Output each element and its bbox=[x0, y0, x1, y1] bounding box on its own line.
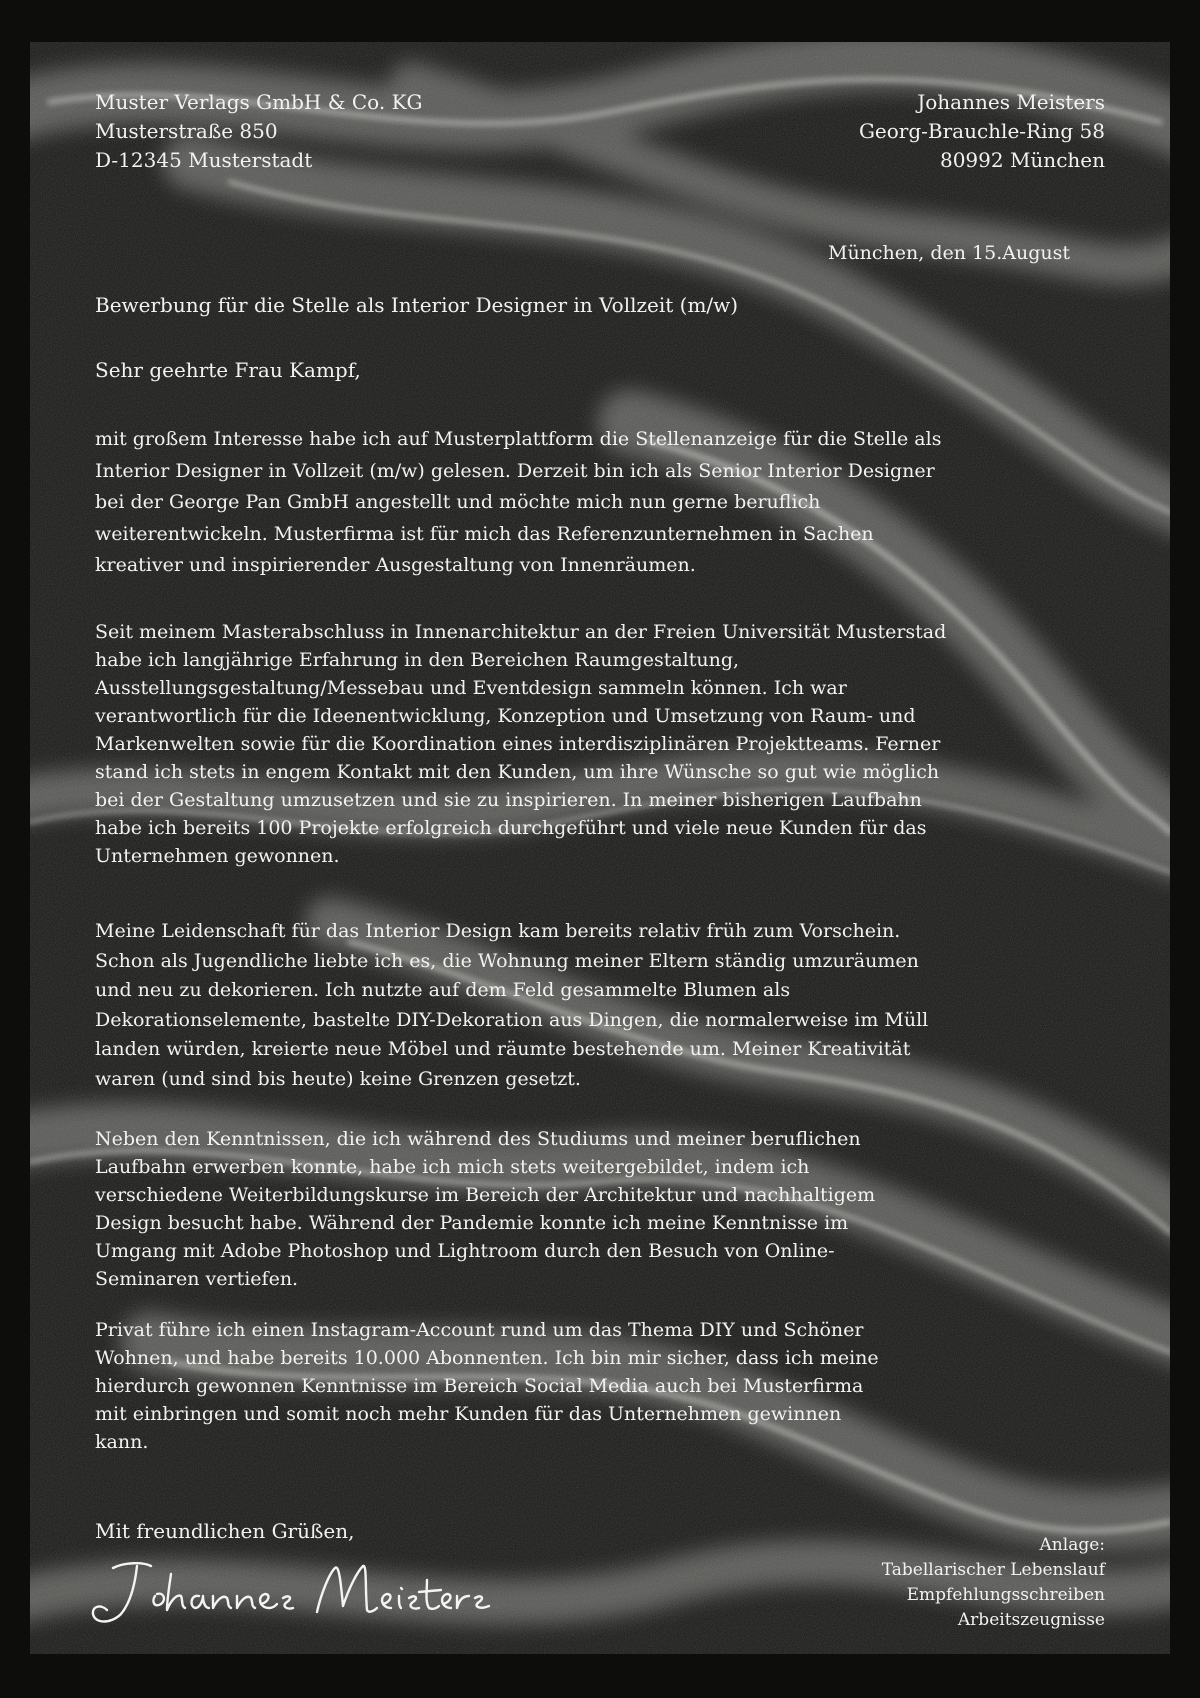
recipient-name: Johannes Meisters bbox=[917, 90, 1105, 114]
body-paragraph-5: Privat führe ich einen Instagram-Account rund um das Thema DIY und Schöner Wohnen, und habe bereits 10.000 Abonnenten. Ich bin mir sicher, dass ich meine hierdurch gewonnen Kenntnisse im Bereich Social Media auch bei Musterfirma mit einbringen und somit noch mehr Kunden für das Unternehmen gewinnen kann. bbox=[95, 1319, 879, 1453]
letter-subject: Bewerbung für die Stelle als Interior Designer in Vollzeit (m/w) bbox=[95, 293, 739, 317]
recipient-city: 80992 München bbox=[939, 148, 1105, 172]
sender-city: D-12345 Musterstadt bbox=[95, 148, 313, 172]
enclosure-item: Arbeitszeugnisse bbox=[957, 1610, 1105, 1630]
handwritten-signature bbox=[85, 1554, 505, 1634]
salutation: Sehr geehrte Frau Kampf, bbox=[95, 358, 361, 382]
body-paragraph-4: Neben den Kenntnissen, die ich während des Studiums und meiner beruflichen Laufbahn erwerben konnte, habe ich mich stets weitergebildet, indem ich verschiedene Weiterbildungskurse im Bereich der Architektur und nachhaltigem Design besucht habe. Während der Pandemie konnte ich meine Kenntnisse im Umgang mit Adobe Photoshop und Lightroom durch den Besuch von Online-Seminaren vertiefen. bbox=[95, 1128, 876, 1290]
enclosure-item: Empfehlungsschreiben bbox=[906, 1585, 1105, 1605]
recipient-address bbox=[859, 88, 1105, 175]
sender-address bbox=[95, 88, 423, 175]
letter-sheet bbox=[30, 42, 1170, 1654]
sender-company: Muster Verlags GmbH & Co. KG bbox=[95, 90, 423, 114]
recipient-street: Georg-Brauchle-Ring 58 bbox=[858, 119, 1105, 143]
enclosures bbox=[882, 1533, 1105, 1633]
closing-phrase: Mit freundlichen Grüßen, bbox=[95, 1519, 355, 1543]
enclosures-title: Anlage: bbox=[1039, 1535, 1105, 1555]
letter-date: München, den 15.August bbox=[827, 242, 1070, 264]
letter-content bbox=[30, 42, 1170, 1654]
body-paragraph-3: Meine Leidenschaft für das Interior Design kam bereits relativ früh zum Vorschein. Schon als Jugendliche liebte ich es, die Wohnung meiner Eltern ständig umzuräumen und neu zu dekorieren. Ich nutzte auf dem Feld gesammelte Blumen als Dekorationselemente, bastelte DIY-Dekoration aus Dingen, die normalerweise im Müll landen würden, kreierte neue Möbel und räumte bestehende um. Meiner Kreativität waren (und sind bis heute) keine Grenzen gesetzt. bbox=[95, 920, 929, 1090]
body-paragraph-2: Seit meinem Masterabschluss in Innenarchitektur an der Freien Universität Musterstad habe ich langjährige Erfahrung in den Bereichen Raumgestaltung, Ausstellungsgestaltung/Messebau und Eventdesign sammeln können. Ich war verantwortlich für die Ideenentwicklung, Konzeption und Umsetzung von Raum- und Markenwelten sowie für die Koordination eines interdisziplinären Projektteams. Ferner stand ich stets in engem Kontakt mit den Kunden, um ihre Wünsche so gut wie möglich bei der Gestaltung umzusetzen und sie zu inspirieren. In meiner bisherigen Laufbahn habe ich bereits 100 Projekte erfolgreich durchgeführt und viele neue Kunden für das Unternehmen gewonnen. bbox=[95, 621, 947, 867]
enclosure-item: Tabellarischer Lebenslauf bbox=[881, 1560, 1105, 1580]
body-paragraph-1: mit großem Interesse habe ich auf Musterplattform die Stellenanzeige für die Stelle als Interior Designer in Vollzeit (m/w) gelesen. Derzeit bin ich als Senior Interior Designer bei der George Pan GmbH angestellt und möchte mich nun gerne beruflich weiterentwickeln. Musterfirma ist für mich das Referenzunternehmen in Sachen kreativer und inspirierender Ausgestaltung von Innenräumen. bbox=[95, 428, 942, 576]
sender-street: Musterstraße 850 bbox=[95, 119, 278, 143]
